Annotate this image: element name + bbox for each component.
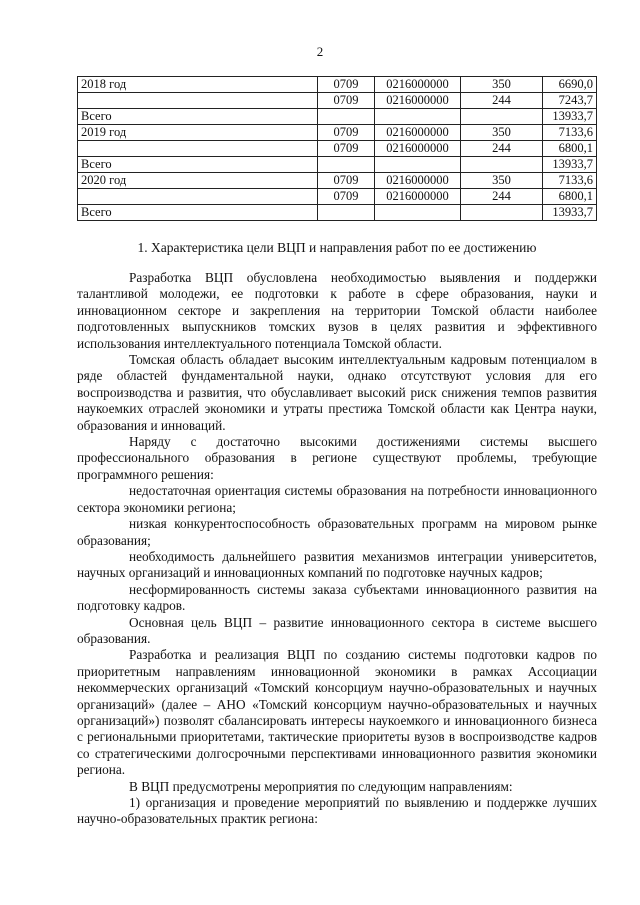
year-cell — [78, 93, 318, 109]
expense-type-cell: 244 — [461, 93, 543, 109]
paragraph: Наряду с достаточно высокими достижениями системы высшего профессионального образования в регионе существуют проблемы, требующие программного решения: — [77, 434, 597, 482]
table-row — [78, 141, 597, 157]
amount-cell: 13933,7 — [543, 109, 597, 125]
paragraph: В ВЦП предусмотрены мероприятия по следующим направлениям: — [129, 778, 513, 794]
amount-cell: 6690,0 — [543, 77, 597, 93]
year-cell — [78, 141, 318, 157]
expense-type-cell — [461, 109, 543, 125]
paragraph: Томская область обладает высоким интеллектуальным кадровым потенциалом в ряде областей фундаментальной науки, однако отсутствуют условия для его воспроизводства и развития, что обуславливает высокий риск снижения темпов развития наукоемких отраслей экономики и утраты престижа Томской области как Центра науки, образования и инноваций. — [77, 352, 597, 433]
expense-type-cell — [461, 205, 543, 221]
target-article-cell — [375, 205, 461, 221]
amount-cell: 7133,6 — [543, 125, 597, 141]
section-code-cell — [318, 205, 375, 221]
year-cell: 2020 год — [78, 173, 318, 189]
paragraph: несформированность системы заказа субъектами инновационного развития на подготовку кадров. — [77, 581, 597, 614]
budget-table — [77, 76, 597, 221]
amount-cell: 13933,7 — [543, 157, 597, 173]
amount-cell: 7133,6 — [543, 173, 597, 189]
expense-type-cell — [461, 157, 543, 173]
section-code-cell: 0709 — [318, 125, 375, 141]
year-cell: Всего — [78, 157, 318, 173]
expense-type-cell: 350 — [461, 77, 543, 93]
target-article-cell: 0216000000 — [375, 77, 461, 93]
target-article-cell: 0216000000 — [375, 125, 461, 141]
amount-cell: 6800,1 — [543, 189, 597, 205]
year-cell: Всего — [78, 205, 318, 221]
year-cell: 2019 год — [78, 125, 318, 141]
target-article-cell: 0216000000 — [375, 141, 461, 157]
amount-cell: 13933,7 — [543, 205, 597, 221]
body-text — [77, 270, 597, 828]
section-code-cell: 0709 — [318, 189, 375, 205]
table-row — [78, 125, 597, 141]
section-code-cell — [318, 109, 375, 125]
expense-type-cell: 350 — [461, 125, 543, 141]
table-row — [78, 205, 597, 221]
expense-type-cell: 244 — [461, 189, 543, 205]
year-cell — [78, 189, 318, 205]
paragraph: необходимость дальнейшего развития механизмов интеграции университетов, научных организаций и инновационных компаний по подготовке научных кадров; — [77, 548, 597, 581]
section-code-cell: 0709 — [318, 93, 375, 109]
target-article-cell — [375, 109, 461, 125]
paragraph: низкая конкурентоспособность образовательных программ на мировом рынке образования; — [77, 516, 597, 548]
year-cell: 2018 год — [78, 77, 318, 93]
amount-cell: 7243,7 — [543, 93, 597, 109]
table-row — [78, 93, 597, 109]
target-article-cell — [375, 157, 461, 173]
table-row — [78, 173, 597, 189]
paragraph: недостаточная ориентация системы образования на потребности инновационного сектора экономики региона; — [77, 483, 597, 515]
section-code-cell: 0709 — [318, 77, 375, 93]
table-row — [78, 77, 597, 93]
table-row — [78, 109, 597, 125]
target-article-cell: 0216000000 — [375, 93, 461, 109]
table-row — [78, 157, 597, 173]
target-article-cell: 0216000000 — [375, 189, 461, 205]
page-number: 2 — [316, 44, 324, 59]
target-article-cell: 0216000000 — [375, 173, 461, 189]
paragraph: Основная цель ВЦП – развитие инновационного сектора в системе высшего образования. — [77, 614, 597, 646]
table-row — [78, 189, 597, 205]
paragraph: 1) организация и проведение мероприятий по выявлению и поддержке лучших научно-образовательных практик региона: — [77, 795, 597, 827]
paragraph: Разработка и реализация ВЦП по созданию системы подготовки кадров по приоритетным направлениям инновационной экономики в рамках Ассоциации некоммерческих организаций «Томский консорциум научно-образовательных и научных организаций» (далее – АНО «Томский консорциум научно-образовательных и научных организаций») позволят сбалансировать интересы наукоемкого и инновационного бизнеса с региональными приоритетами, тактические приоритеты вузов в воспроизводстве кадров со стратегическими долгосрочными перспективами инновационного развития экономики региона. — [77, 647, 597, 778]
expense-type-cell: 350 — [461, 173, 543, 189]
section-code-cell — [318, 157, 375, 173]
section-heading: 1. Характеристика цели ВЦП и направления работ по ее достижению — [137, 240, 537, 255]
year-cell: Всего — [78, 109, 318, 125]
expense-type-cell: 244 — [461, 141, 543, 157]
amount-cell: 6800,1 — [543, 141, 597, 157]
section-code-cell: 0709 — [318, 173, 375, 189]
paragraph: Разработка ВЦП обусловлена необходимостью выявления и поддержки талантливой молодежи, ее подготовки к работе в сфере образования, науки и инновационном секторе и закрепления на территории Томской области наиболее подготовленных выпускников томских вузов в целях развития и эффективного использования интеллектуального потенциала Томской области. — [77, 270, 597, 351]
section-code-cell: 0709 — [318, 141, 375, 157]
